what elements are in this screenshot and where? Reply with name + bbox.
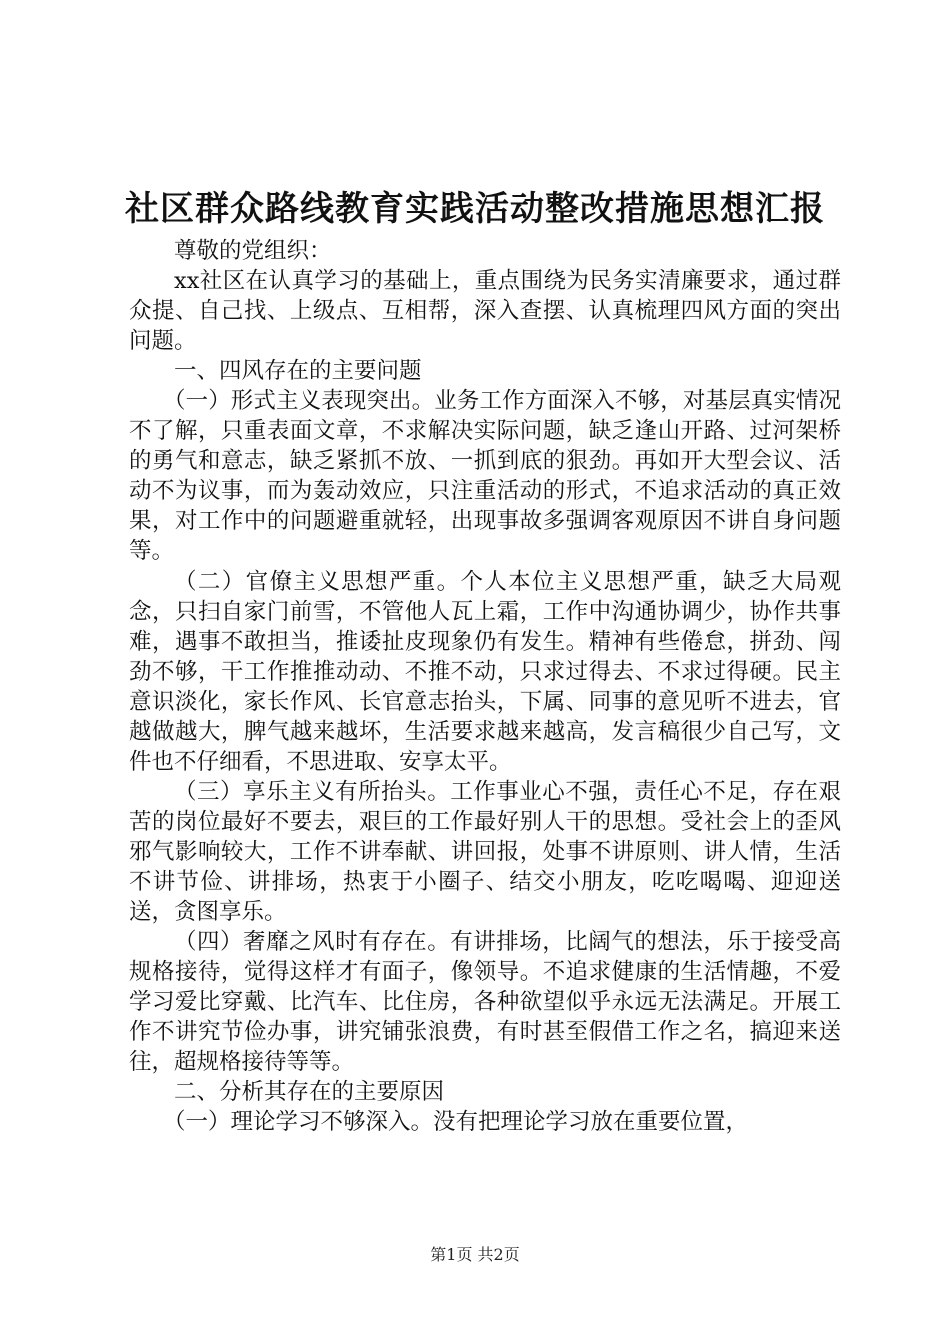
section-2-paragraph-1: （一）理论学习不够深入。没有把理论学习放在重要位置， <box>163 1109 749 1136</box>
section-1-paragraph-2: （二）官僚主义思想严重。个人本位主义思想严重，缺乏大局观念，只扫自家门前雪，不管他人瓦上霜，工作中沟通协调少，协作共事难，遇事不敢担当，推诿扯皮现象仍有发生。精神有些倦怠，拼劲、闯劲不够，干工作推推动动、不推不动，只求过得去、不求过得硬。民主意识淡化，家长作风、长官意志抬头，下属、同事的意见听不进去，官越做越大，脾气越来越坏，生活要求越来越高，发言稿很少自己写，文件也不仔细看，不思进取、安享太平。 <box>129 568 841 775</box>
section-1-heading: 一、四风存在的主要问题 <box>174 358 422 385</box>
section-1-paragraph-3: （三）享乐主义有所抬头。工作事业心不强，责任心不足，存在艰苦的岗位最好不要去，艰巨的工作最好别人干的思想。受社会上的歪风邪气影响较大，工作不讲奉献、讲回报，处事不讲原则、讲人情，生活不讲节俭、讲排场，热衷于小圈子、结交小朋友，吃吃喝喝、迎迎送送，贪图享乐。 <box>129 778 841 926</box>
document-body <box>129 236 841 1137</box>
page-number-footer: 第1页 共2页 <box>430 1245 520 1264</box>
section-2-heading: 二、分析其存在的主要原因 <box>174 1079 445 1106</box>
intro-paragraph: xx社区在认真学习的基础上，重点围绕为民务实清廉要求，通过群众提、自己找、上级点、互相帮，深入查摆、认真梳理四风方面的突出问题。 <box>129 268 841 355</box>
salutation: 尊敬的党组织： <box>174 238 332 264</box>
section-1-paragraph-1: （一）形式主义表现突出。业务工作方面深入不够，对基层真实情况不了解，只重表面文章，不求解决实际问题，缺乏逢山开路、过河架桥的勇气和意志，缺乏紧抓不放、一抓到底的狠劲。再如开大型会议、活动不为议事，而为轰动效应，只注重活动的形式，不追求活动的真正效果，对工作中的问题避重就轻，出现事故多强调客观原因不讲自身问题等。 <box>129 388 841 565</box>
section-1-paragraph-4: （四）奢靡之风时有存在。有讲排场，比阔气的想法，乐于接受高规格接待，觉得这样才有面子，像领导。不追求健康的生活情趣，不爱学习爱比穿戴、比汽车、比住房，各种欲望似乎永远无法满足。开展工作不讲究节俭办事，讲究铺张浪费，有时甚至假借工作之名，搞迎来送往，超规格接待等等。 <box>129 929 841 1076</box>
document-title: 社区群众路线教育实践活动整改措施思想汇报 <box>125 189 825 229</box>
